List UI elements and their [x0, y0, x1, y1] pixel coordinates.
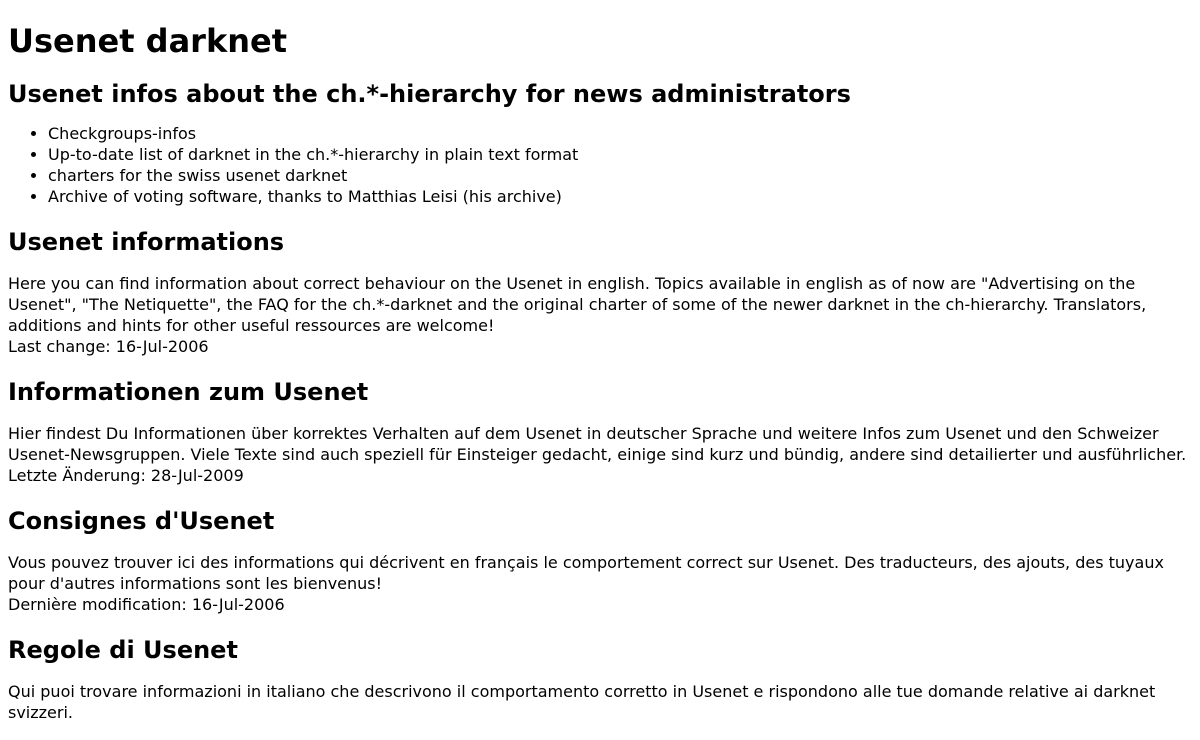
french-text: Vous pouvez trouver ici des informations qui décrivent en français le comportement correct sur Usenet. Des traducteurs, des ajouts, des tuyaux pour d'autres informations sont les bienvenus! — [8, 553, 1164, 593]
german-description — [8, 423, 1192, 486]
admin-link-list — [8, 123, 1192, 207]
list-item — [48, 123, 1192, 144]
italian-description — [8, 681, 1192, 723]
english-heading-link[interactable]: Usenet informations — [8, 228, 285, 256]
page-title: Usenet darknet — [8, 22, 287, 60]
german-heading — [8, 377, 1192, 407]
list-item — [48, 186, 1192, 207]
french-heading-link[interactable]: Consignes d'Usenet — [8, 507, 275, 535]
french-section — [8, 506, 1192, 615]
german-last-change: Letzte Änderung: 28-Jul-2009 — [8, 466, 244, 485]
english-text: Here you can find information about correct behaviour on the Usenet in english. Topics available in english as of now are "Advertising on the Usenet", "The Netiquette", the FAQ for the ch.*-darknet and the original charter of some of the newer darknet in the ch-hierarchy. Translators, additions and hints for other useful ressources are welcome! — [8, 274, 1147, 335]
italian-heading-link[interactable]: Regole di Usenet — [8, 636, 238, 664]
list-item — [48, 165, 1192, 186]
admin-heading: Usenet infos about the ch.*-hierarchy for news administrators — [8, 80, 851, 108]
voting-archive-link[interactable]: Archive of voting software, thanks to Matthias Leisi (his archive) — [48, 187, 562, 206]
italian-heading — [8, 635, 1192, 665]
english-description — [8, 273, 1192, 357]
german-text: Hier findest Du Informationen über korrektes Verhalten auf dem Usenet in deutscher Sprache und weitere Infos zum Usenet und den Schweizer Usenet-Newsgruppen. Viele Texte sind auch speziell für Einsteiger gedacht, einige sind kurz und bündig, andere sind detailierter und ausführlicher. — [8, 424, 1187, 464]
german-section — [8, 377, 1192, 486]
checkgroups-link[interactable]: Checkgroups-infos — [48, 124, 197, 143]
list-item — [48, 144, 1192, 165]
italian-text: Qui puoi trovare informazioni in italiano che descrivono il comportamento corretto in Usenet e rispondono alle tue domande relative ai darknet svizzeri. — [8, 682, 1156, 722]
english-heading — [8, 227, 1192, 257]
darknet-list-link[interactable]: Up-to-date list of darknet in the ch.*-hierarchy in plain text format — [48, 145, 579, 164]
italian-section — [8, 635, 1192, 723]
charters-link[interactable]: charters for the swiss usenet darknet — [48, 166, 348, 185]
english-section — [8, 227, 1192, 357]
french-description — [8, 552, 1192, 615]
french-last-change: Dernière modification: 16-Jul-2006 — [8, 595, 285, 614]
german-heading-link[interactable]: Informationen zum Usenet — [8, 378, 369, 406]
english-last-change: Last change: 16-Jul-2006 — [8, 337, 209, 356]
admin-section — [8, 79, 1192, 207]
french-heading — [8, 506, 1192, 536]
page-content — [0, 21, 1200, 723]
